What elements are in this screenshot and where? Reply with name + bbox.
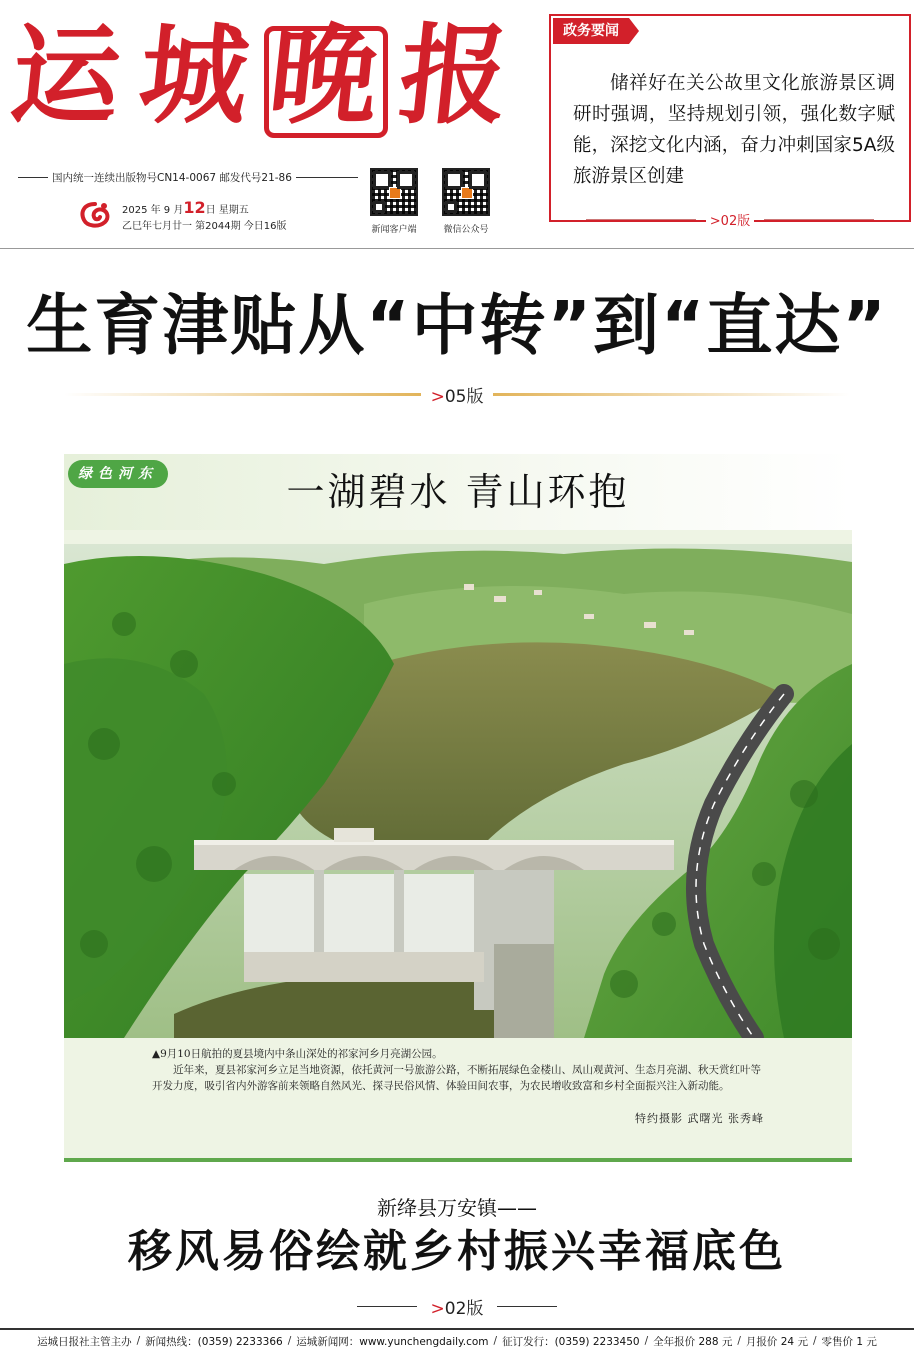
qr-logo [461, 187, 473, 199]
divider [497, 1306, 557, 1307]
gov-news-text: 储祥好在关公故里文化旅游景区调研时强调，坚持规划引领，强化数字赋能，深挖文化内涵，奋力冲刺国家5A级旅游景区创建 [573, 73, 895, 187]
qr-logo [389, 187, 401, 199]
qr-left-label: 新闻客户端 [371, 225, 417, 235]
second-ref-label [431, 1294, 484, 1319]
masthead-logo [5, 8, 532, 158]
photo-feature [64, 454, 852, 1162]
second-headline[interactable]: 移风易俗绘就乡村振兴幸福底色 [128, 1226, 786, 1277]
divider [764, 219, 874, 220]
footer-website[interactable]: 运城新闻网：www.yunchengdaily.com [296, 1335, 489, 1348]
lead-ref-page: 05版 [444, 387, 484, 407]
footer-annual-price: 全年报价 288 元 [653, 1335, 733, 1348]
footer-publisher: 运城日报社主管主办 [37, 1335, 132, 1348]
lunar-issue-line: 乙巳年七月廿一 第2044期 今日16版 [122, 221, 287, 232]
lead-headline[interactable]: 生育津贴从“中转”到“直达” [26, 287, 888, 364]
gov-news-tag: 政务要闻 [553, 18, 629, 44]
ref-arrow: > [430, 1299, 445, 1319]
photo-credit: 特约摄影 武曙光 张秀峰 [635, 1112, 764, 1125]
column-tag: 绿色河东 [68, 460, 168, 488]
photo-caption [152, 1046, 764, 1094]
divider [357, 1306, 417, 1307]
separator: / [136, 1335, 141, 1347]
divider [18, 177, 48, 178]
second-kicker: 新绛县万安镇—— [377, 1196, 537, 1220]
masthead-char-1: 运 [5, 13, 123, 139]
separator: / [737, 1335, 741, 1347]
issue-date [122, 200, 287, 235]
footer-subscription: 征订发行：(0359) 2233450 [502, 1335, 640, 1348]
gold-rule-right [493, 393, 850, 396]
qr-right-label: 微信公众号 [443, 225, 489, 235]
second-ref-page: 02版 [444, 1299, 484, 1319]
newspaper-swirl-icon [78, 200, 112, 230]
second-page-ref [0, 1294, 914, 1319]
footer-bar [0, 1328, 914, 1352]
separator: / [644, 1335, 649, 1347]
gov-news-box[interactable] [549, 14, 911, 229]
wechat-qr-code[interactable] [442, 168, 490, 216]
footer-monthly-price: 月报价 24 元 [745, 1335, 808, 1348]
caption-line-1: ▲9月10日航拍的夏县境内中条山深处的祁家河乡月亮湖公园。 [152, 1048, 443, 1060]
footer-hotline: 新闻热线：(0359) 2233366 [145, 1335, 283, 1348]
lead-ref-label [431, 382, 484, 407]
masthead-char-4: 报 [393, 13, 511, 139]
footer-retail-price: 零售价 1 元 [821, 1335, 877, 1348]
gov-news-ref-label: >02版 [706, 210, 754, 229]
publication-info [18, 170, 358, 185]
date-year-month: 2025 年 9 月 [122, 205, 184, 216]
feature-header [64, 454, 852, 530]
date-day: 12 [183, 198, 206, 217]
publication-info-text: 国内统一连续出版物号CN14-0067 邮发代号21-86 [52, 172, 292, 184]
caption-line-2: 近年来，夏县祁家河乡立足当地资源，依托黄河一号旅游公路，不断拓展绿色金楼山、凤山观黄河、生态月亮湖、秋天赏红叶等开发力度，吸引省内外游客前来领略自然风光、探寻民俗风情、体验田间农事，为农民增收致富和乡村全面振兴注入新动能。 [152, 1064, 761, 1092]
masthead-char-2: 城 [133, 13, 251, 139]
date-suffix: 日 星期五 [205, 205, 249, 216]
divider [586, 219, 696, 220]
lead-page-ref [64, 382, 850, 407]
qr-corner [373, 201, 385, 213]
feature-title: 一湖碧水 青山环抱 [286, 470, 630, 514]
news-app-qr-code[interactable] [370, 168, 418, 216]
masthead-char-3: 晚 [263, 13, 381, 139]
feature-bottom-rule [64, 1158, 852, 1162]
lake-dam-aerial-photo [64, 544, 852, 1038]
qr-corner [445, 201, 457, 213]
separator: / [493, 1335, 498, 1347]
gold-rule-left [64, 393, 421, 396]
header-divider [0, 248, 914, 249]
divider [296, 177, 358, 178]
gov-news-page-ref [551, 210, 909, 229]
ref-arrow: > [430, 387, 445, 407]
separator: / [812, 1335, 817, 1347]
separator: / [287, 1335, 292, 1347]
